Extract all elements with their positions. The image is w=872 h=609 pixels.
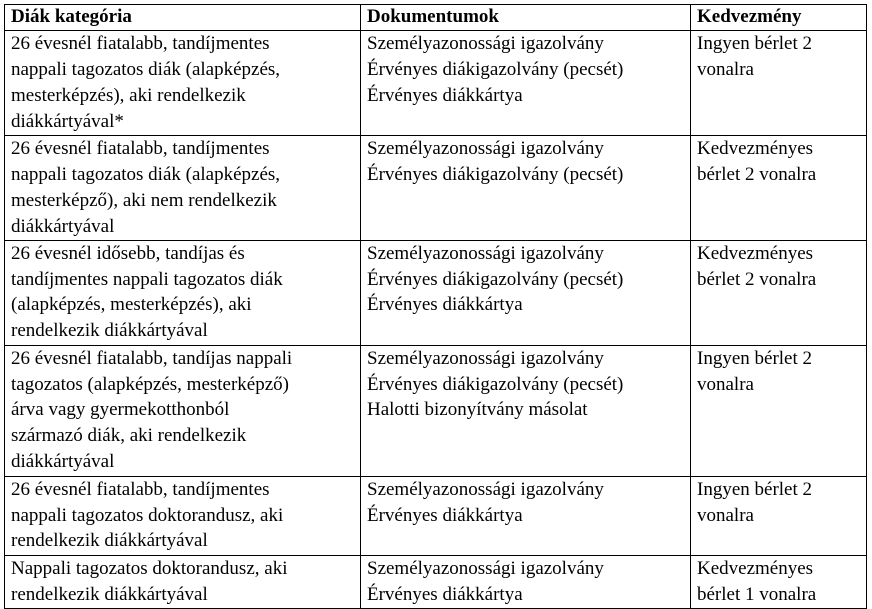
category-line: tagozatos (alapképzés, mesterképző) — [11, 373, 290, 395]
table-row — [5, 240, 867, 345]
category-line: mesterképző), aki nem rendelkezik — [11, 189, 277, 211]
category-line: nappali tagozatos diák (alapképzés, — [11, 163, 281, 185]
category-line: (alapképzés, mesterképzés), aki — [11, 294, 252, 316]
benefit-cell — [691, 345, 867, 476]
benefit-line: Kedvezményes — [697, 138, 814, 159]
category-line: diákkártyával* — [11, 110, 124, 132]
category-line: 26 évesnél fiatalabb, tandíjas nappali — [11, 347, 293, 369]
category-line: rendelkezik diákkártyával — [11, 530, 208, 552]
document-item: Érvényes diákigazolvány (pecsét) — [367, 268, 624, 290]
document-item: Személyazonossági igazolvány — [367, 33, 604, 54]
header-documents: Dokumentumok — [361, 5, 691, 31]
category-line: 26 évesnél fiatalabb, tandíjmentes — [11, 33, 270, 54]
document-item: Személyazonossági igazolvány — [367, 478, 604, 500]
documents-cell — [361, 345, 691, 476]
benefit-line: vonalra — [697, 373, 754, 395]
table-row — [5, 345, 867, 476]
document-item: Érvényes diákkártya — [367, 583, 523, 605]
document-item: Érvényes diákkártya — [367, 84, 523, 106]
category-cell — [5, 555, 361, 608]
table-row — [5, 555, 867, 608]
documents-cell — [361, 476, 691, 555]
benefit-cell — [691, 555, 867, 608]
category-cell — [5, 345, 361, 476]
header-benefit: Kedvezmény — [691, 5, 867, 31]
document-item: Személyazonossági igazolvány — [367, 242, 604, 264]
benefit-line: vonalra — [697, 504, 754, 526]
document-item: Érvényes diákkártya — [367, 504, 523, 526]
documents-cell — [361, 31, 691, 136]
benefit-line: vonalra — [697, 58, 754, 80]
benefit-cell — [691, 240, 867, 345]
document-item: Halotti bizonyítvány másolat — [367, 399, 588, 421]
category-cell — [5, 31, 361, 136]
benefit-cell — [691, 136, 867, 241]
table-row — [5, 31, 867, 136]
documents-cell — [361, 240, 691, 345]
documents-cell — [361, 555, 691, 608]
category-line: 26 évesnél fiatalabb, tandíjmentes — [11, 478, 270, 500]
benefit-line: Ingyen bérlet 2 — [697, 33, 813, 54]
category-line: árva vagy gyermekotthonból — [11, 399, 230, 421]
table-row — [5, 136, 867, 241]
table-row — [5, 476, 867, 555]
document-item: Személyazonossági igazolvány — [367, 347, 604, 369]
category-line: diákkártyával — [11, 451, 115, 473]
category-line: nappali tagozatos diák (alapképzés, — [11, 58, 281, 80]
category-line: származó diák, aki rendelkezik — [11, 425, 247, 447]
student-category-table — [4, 4, 867, 609]
category-line: 26 évesnél fiatalabb, tandíjmentes — [11, 138, 270, 159]
category-line: tandíjmentes nappali tagozatos diák — [11, 268, 283, 290]
document-item: Érvényes diákigazolvány (pecsét) — [367, 373, 624, 395]
benefit-cell — [691, 31, 867, 136]
benefit-line: bérlet 2 vonalra — [697, 268, 817, 290]
document-item: Érvényes diákigazolvány (pecsét) — [367, 163, 624, 185]
benefit-line: Kedvezményes — [697, 242, 814, 264]
benefit-line: bérlet 2 vonalra — [697, 163, 817, 185]
benefit-cell — [691, 476, 867, 555]
benefit-line: Kedvezményes — [697, 557, 814, 579]
category-line: nappali tagozatos doktorandusz, aki — [11, 504, 284, 526]
benefit-line: Ingyen bérlet 2 — [697, 478, 813, 500]
category-line: rendelkezik diákkártyával — [11, 320, 208, 342]
document-item: Érvényes diákkártya — [367, 294, 523, 316]
category-line: 26 évesnél idősebb, tandíjas és — [11, 242, 245, 264]
category-line: mesterképzés), aki rendelkezik — [11, 84, 246, 106]
document-item: Érvényes diákigazolvány (pecsét) — [367, 58, 624, 80]
category-line: Nappali tagozatos doktorandusz, aki — [11, 557, 288, 579]
document-item: Személyazonossági igazolvány — [367, 557, 604, 579]
category-cell — [5, 476, 361, 555]
benefit-line: bérlet 1 vonalra — [697, 583, 817, 605]
benefit-line: Ingyen bérlet 2 — [697, 347, 813, 369]
category-cell — [5, 240, 361, 345]
header-category: Diák kategória — [5, 5, 361, 31]
table-header-row — [5, 5, 867, 31]
category-cell — [5, 136, 361, 241]
documents-cell — [361, 136, 691, 241]
category-line: diákkártyával — [11, 215, 115, 237]
document-item: Személyazonossági igazolvány — [367, 138, 604, 159]
category-line: rendelkezik diákkártyával — [11, 583, 208, 605]
